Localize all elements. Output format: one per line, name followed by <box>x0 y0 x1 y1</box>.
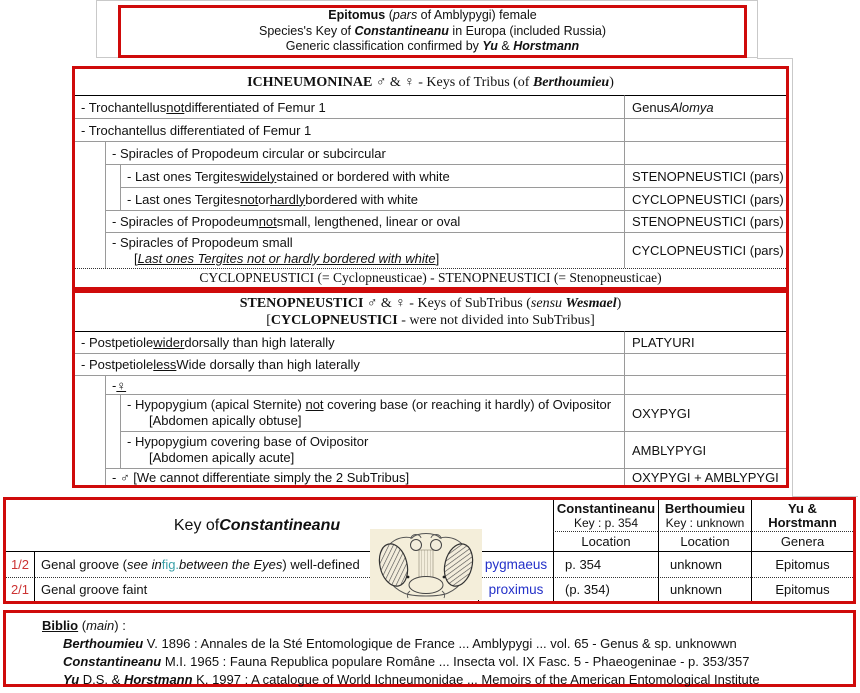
title-line-2: Species's Key of Constantineanu in Europa (included Russia) <box>259 23 606 38</box>
spacer <box>478 500 553 551</box>
biblio-reference: Constantineanu M.I. 1965 : Fauna Republica populare Române ... Insecta vol. IX Fasc. 5 - Phaeogeninae - p. 353/357 <box>63 654 750 669</box>
key-result: OXYPYGI <box>624 394 786 431</box>
location-value: p. 354 <box>553 551 658 577</box>
key-couplet: - ♀ <box>106 375 624 394</box>
key-result <box>624 118 786 141</box>
tribus-footer: CYCLOPNEUSTICI (= Cyclopneusticae) - STENOPNEUSTICI (= Stenopneusticae) <box>75 268 786 287</box>
key-result <box>624 353 786 375</box>
location-value: unknown <box>658 551 751 577</box>
subheader-location-2: Location <box>658 531 751 551</box>
subtribus-key-section <box>72 290 789 488</box>
subheader-location-1: Location <box>553 531 658 551</box>
location-value: (p. 354) <box>553 577 658 601</box>
key-couplet: - Spiracles of Propodeum not small, lengthened, linear or oval <box>106 210 624 232</box>
key-couplet: - Last ones Tergites widely stained or bordered with white <box>121 164 624 187</box>
location-value: unknown <box>658 577 751 601</box>
biblio-reference: Yu D.S. & Horstmann K. 1997 : A catalogue of World Ichneumonidae ... Memoirs of the American Entomological Institute <box>63 672 760 687</box>
key-result: OXYPYGI + AMBLYPYGI <box>624 468 786 485</box>
species-key-section <box>3 497 856 604</box>
key-couplet: - Postpetiole wider dorsally than high laterally <box>75 331 624 353</box>
species-key-table <box>6 500 853 601</box>
biblio-title: Biblio (main) : <box>42 618 126 633</box>
indent-guide <box>75 375 106 485</box>
key-result <box>624 375 786 394</box>
key-couplet: - ♂ [We cannot differentiate simply the 2 SubTribus] <box>106 468 624 485</box>
key-couplet: - Trochantellus not differentiated of Femur 1 <box>75 95 624 118</box>
column-header-constantineanu: Constantineanu Key : p. 354 <box>553 500 658 531</box>
wasp-head-figure <box>370 529 482 600</box>
species-name: pygmaeus <box>478 551 553 577</box>
indent-guide <box>106 164 121 210</box>
key-table-title: Key of Constantineanu <box>173 516 341 534</box>
biblio-reference: Berthoumieu V. 1896 : Annales de la Sté Entomologique de France ... Amblypygi ... vol. 65 - Genus & sp. unknowwn <box>63 636 737 651</box>
key-result: STENOPNEUSTICI (pars) <box>624 210 786 232</box>
biblio-section <box>3 610 856 687</box>
subheader-genera: Genera <box>751 531 853 551</box>
key-couplet: - Spiracles of Propodeum small [Last ones Tergites not or hardly bordered with white] <box>106 232 624 268</box>
key-result: PLATYURI <box>624 331 786 353</box>
key-couplet: - Hypopygium covering base of Ovipositor [Abdomen apically acute] <box>121 431 624 468</box>
title-line-1: Epitomus (pars of Amblypygi) female <box>328 8 537 23</box>
key-result: CYCLOPNEUSTICI (pars) <box>624 232 786 268</box>
couplet-number: 2/1 <box>6 577 35 601</box>
column-header-yu-horstmann: Yu & Horstmann <box>751 500 853 531</box>
indent-guide <box>75 141 106 268</box>
key-couplet: - Spiracles of Propodeum circular or subcircular <box>106 141 624 164</box>
key-couplet: - Postpetiole less Wide dorsally than high laterally <box>75 353 624 375</box>
key-couplet: - Trochantellus differentiated of Femur 1 <box>75 118 624 141</box>
key-result: Genus Alomya <box>624 95 786 118</box>
key-couplet: - Hypopygium (apical Sternite) not covering base (or reaching it hardly) of Ovipositor [Abdomen apically obtuse] <box>121 394 624 431</box>
tribus-key-table <box>75 69 786 287</box>
key-result: STENOPNEUSTICI (pars) <box>624 164 786 187</box>
key-couplet: - Last ones Tergites not or hardly bordered with white <box>121 187 624 210</box>
grid-artifact-line <box>792 58 793 497</box>
species-name: proximus <box>478 577 553 601</box>
couplet-text: Genal groove ( see in fig. between the Eyes ) well-defined <box>35 551 478 577</box>
key-result: AMBLYPYGI <box>624 431 786 468</box>
column-header-berthoumieu: Berthoumieu Key : unknown <box>658 500 751 531</box>
grid-artifact-line <box>757 58 793 59</box>
tribus-key-section <box>72 66 789 290</box>
genus-value: Epitomus <box>751 551 853 577</box>
title-line-3: Generic classification confirmed by Yu & Horstmann <box>285 39 580 54</box>
indent-guide <box>106 394 121 468</box>
subtribus-key-table <box>75 293 786 485</box>
key-result <box>624 141 786 164</box>
key-result: CYCLOPNEUSTICI (pars) <box>624 187 786 210</box>
couplet-text: Genal groove faint <box>35 577 478 601</box>
tribus-header: ICHNEUMONINAE ♂ & ♀ - Keys of Tribus (of Berthoumieu) <box>247 74 614 90</box>
title-box <box>118 5 747 58</box>
genus-value: Epitomus <box>751 577 853 601</box>
subtribus-header: STENOPNEUSTICI ♂ & ♀ - Keys of SubTribus (sensu Wesmael) [CYCLOPNEUSTICI - were not divided into SubTribus] <box>239 296 622 328</box>
couplet-number: 1/2 <box>6 551 35 577</box>
